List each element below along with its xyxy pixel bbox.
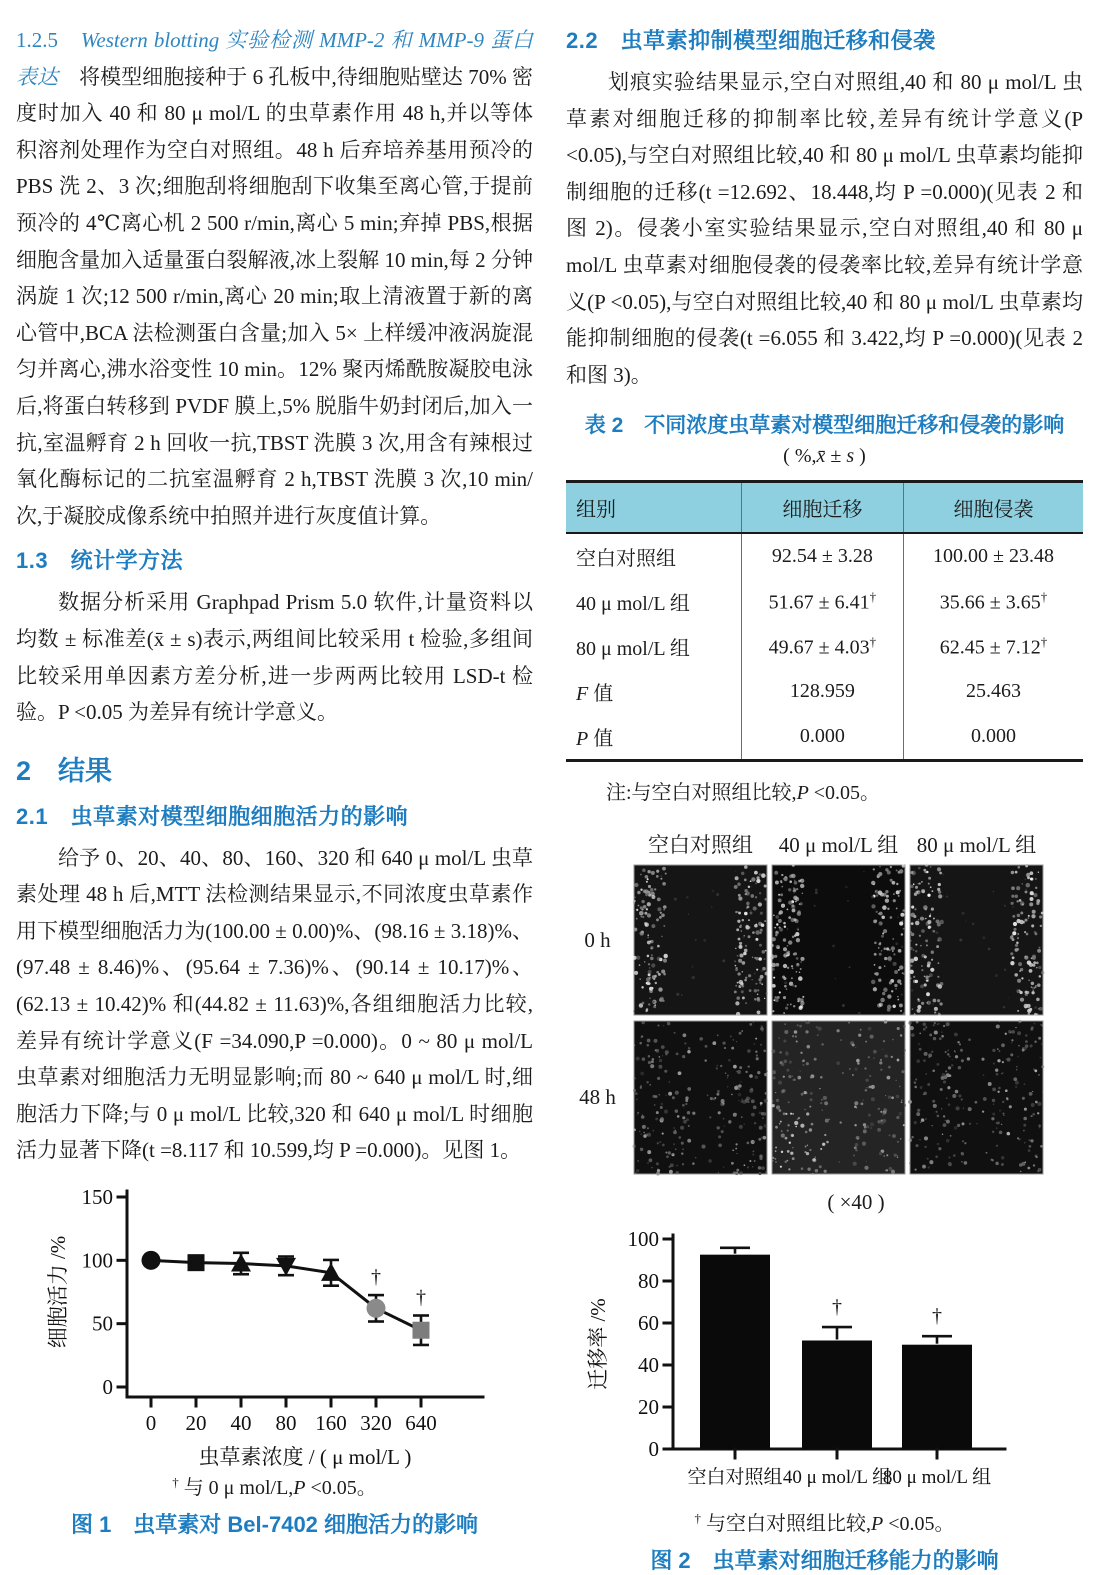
table-2 bbox=[566, 480, 1083, 762]
svg-text:0: 0 bbox=[145, 1411, 156, 1436]
table-cell: 100.00 ± 23.48 bbox=[903, 533, 1083, 579]
wound-assay-panel bbox=[910, 1021, 1043, 1174]
table-cell: 62.45 ± 7.12† bbox=[903, 624, 1083, 669]
table-cell: F 值 bbox=[576, 683, 614, 706]
table-cell: P 值 bbox=[576, 728, 614, 751]
assay-column-label: 空白对照组 bbox=[648, 833, 753, 858]
section-1-2-5-body: 将模型细胞接种于 6 孔板中,待细胞贴壁达 70% 密度时加入 40 和 80 μ mol/L 的虫草素作用 48 h,并以等体积溶剂处理作为空白对照组。48 h 后弃培养基用预冷的 PBS 洗 2、3 次;细胞刮将细胞刮下收集至离心管,于提前预冷的 4℃离心机 2 500 r/min,离心 5 min;弃掉 PBS,根据细胞含量加入适量蛋白裂解液,冰上裂解 10 min,每 2 分钟涡旋 1 次;12 500 r/min,离心 20 min;取上清液置于新的离心管中,BCA 法检测蛋白含量;加入 5× 上样缓冲液涡旋混匀并离心,沸水浴变性 10 min。12% 聚丙烯酰胺凝胶电泳后,将蛋白转移到 PVDF 膜上,5% 脱脂牛奶封闭后,加入一抗,室温孵育 2 h 回收一抗,TBST 洗膜 3 次,用含有辣根过氧化酶标记的二抗室温孵育 2 h,TBST 洗膜 3 次,10 min/ 次,于凝胶成像系统中拍照并进行灰度值计算。 bbox=[16, 64, 533, 528]
table-cell: 128.959 bbox=[741, 669, 903, 714]
section-1-3-heading: 1.3 统计学方法 bbox=[16, 548, 184, 574]
wound-assay-panel bbox=[772, 1021, 905, 1174]
table-2-title: 表 2 不同浓度虫草素对模型细胞迁移和侵袭的影响 bbox=[584, 414, 1065, 438]
svg-text:细胞活力 /%: 细胞活力 /% bbox=[45, 1235, 70, 1349]
assay-row-label: 48 h bbox=[579, 1085, 616, 1110]
svg-text:迁移率 /%: 迁移率 /% bbox=[585, 1298, 610, 1391]
svg-text:†: † bbox=[831, 1296, 842, 1319]
table-cell: 49.67 ± 4.03† bbox=[741, 624, 903, 669]
svg-text:80: 80 bbox=[275, 1411, 296, 1436]
microscopy-image bbox=[910, 1021, 1043, 1174]
svg-text:20: 20 bbox=[637, 1395, 659, 1420]
figure-1-note: † 与 0 μ mol/L,P <0.05。 bbox=[172, 1474, 377, 1500]
table-row bbox=[566, 714, 1083, 761]
svg-text:60: 60 bbox=[637, 1311, 659, 1336]
paragraph-western-blotting bbox=[16, 22, 533, 534]
section-2-2-body: 划痕实验结果显示,空白对照组,40 和 80 μ mol/L 虫草素对细胞迁移的抑制率比较,差异有统计学意义(P <0.05),与空白对照组比较,40 和 80 μ mol/L 虫草素均能抑制细胞的迁移(t =12.692、18.448,均 P =0.000)(见表 2 和图 2)。侵袭小室实验结果显示,空白对照组,40 和 80 μ mol/L 虫草素对细胞侵袭的侵袭率比较,差异有统计学意义(P <0.05),与空白对照组比较,40 和 80 μ mol/L 虫草素均能抑制细胞的侵袭(t =6.055 和 3.422,均 P =0.000)(见表 2 和图 3)。 bbox=[566, 70, 1083, 387]
microscopy-image bbox=[634, 865, 767, 1015]
wound-assay-grid bbox=[566, 829, 1083, 1174]
table-row bbox=[566, 669, 1083, 714]
table-2-column-header: 细胞迁移 bbox=[741, 482, 903, 534]
svg-text:80: 80 bbox=[637, 1269, 659, 1294]
wound-assay-panel bbox=[634, 865, 767, 1015]
svg-text:320: 320 bbox=[359, 1411, 392, 1436]
svg-text:0: 0 bbox=[102, 1375, 113, 1400]
table-2-column-header: 组别 bbox=[566, 482, 741, 534]
table-cell: 40 μ mol/L 组 bbox=[576, 593, 690, 616]
section-2-1-heading: 2.1 虫草素对模型细胞细胞活力的影响 bbox=[16, 803, 409, 829]
magnification-label: ( ×40 ) bbox=[827, 1190, 885, 1215]
table-row bbox=[566, 579, 1083, 624]
figure-1-caption: 图 1 虫草素对 Bel-7402 细胞活力的影响 bbox=[70, 1512, 479, 1538]
figure-2-note: † 与空白对照组比较,P <0.05。 bbox=[694, 1510, 955, 1536]
figure-1 bbox=[16, 1169, 533, 1539]
svg-text:100: 100 bbox=[627, 1227, 659, 1252]
section-1-2-5-title: Western blotting 实验检测 MMP-2 和 MMP-9 蛋白表达 bbox=[16, 28, 533, 89]
assay-column-label: 80 μ mol/L 组 bbox=[916, 833, 1037, 858]
svg-text:20: 20 bbox=[185, 1411, 206, 1436]
svg-text:空白对照组: 空白对照组 bbox=[686, 1467, 783, 1489]
table-row bbox=[566, 624, 1083, 669]
figure-2-caption: 图 2 虫草素对细胞迁移能力的影响 bbox=[650, 1548, 999, 1574]
table-cell: 0.000 bbox=[903, 714, 1083, 761]
svg-text:160: 160 bbox=[314, 1411, 347, 1436]
table-cell: 0.000 bbox=[741, 714, 903, 761]
svg-text:150: 150 bbox=[81, 1185, 113, 1210]
microscopy-image bbox=[634, 1021, 767, 1174]
table-2-header-row bbox=[566, 482, 1083, 534]
table-cell: 51.67 ± 6.41† bbox=[741, 579, 903, 624]
svg-text:40 μ mol/L 组: 40 μ mol/L 组 bbox=[782, 1467, 891, 1489]
table-cell: 92.54 ± 3.28 bbox=[741, 533, 903, 579]
svg-text:640: 640 bbox=[404, 1411, 437, 1436]
wound-assay-panel bbox=[772, 865, 905, 1015]
section-2-heading: 2 结果 bbox=[16, 755, 113, 786]
svg-text:50: 50 bbox=[91, 1311, 113, 1336]
figure-2 bbox=[566, 1221, 1083, 1575]
figure-2-bar-chart bbox=[569, 1221, 1081, 1507]
svg-text:†: † bbox=[415, 1286, 426, 1309]
svg-text:40: 40 bbox=[637, 1353, 659, 1378]
table-row bbox=[566, 533, 1083, 579]
table-cell: 35.66 ± 3.65† bbox=[903, 579, 1083, 624]
left-column bbox=[16, 22, 533, 1539]
right-column bbox=[566, 22, 1083, 1575]
microscopy-image bbox=[910, 865, 1043, 1015]
table-2-column-header: 细胞侵袭 bbox=[903, 482, 1083, 534]
svg-text:虫草素浓度 / ( μ mol/L ): 虫草素浓度 / ( μ mol/L ) bbox=[198, 1445, 411, 1470]
svg-text:100: 100 bbox=[81, 1248, 113, 1273]
table-cell: 25.463 bbox=[903, 669, 1083, 714]
svg-text:†: † bbox=[931, 1305, 942, 1328]
section-2-2-heading: 2.2 虫草素抑制模型细胞迁移和侵袭 bbox=[566, 28, 936, 53]
table-cell: 80 μ mol/L 组 bbox=[576, 638, 690, 661]
assay-column-label: 40 μ mol/L 组 bbox=[778, 833, 899, 858]
table-cell: 空白对照组 bbox=[576, 548, 676, 571]
section-1-3-body: 数据分析采用 Graphpad Prism 5.0 软件,计量资料以均数 ± 标准差(x̄ ± s)表示,两组间比较采用 t 检验,多组间比较采用单因素方差分析,进一步两两比较用 LSD-t 检验。P <0.05 为差异有统计学意义。 bbox=[16, 590, 533, 725]
svg-text:80 μ mol/L 组: 80 μ mol/L 组 bbox=[882, 1467, 991, 1489]
wound-healing-assay-figure bbox=[566, 829, 1083, 1215]
assay-row-label: 0 h bbox=[584, 927, 611, 952]
table-2-note: 注:与空白对照组比较,P <0.05。 bbox=[606, 782, 881, 805]
svg-text:40: 40 bbox=[230, 1411, 251, 1436]
wound-assay-panel bbox=[910, 865, 1043, 1015]
microscopy-image bbox=[772, 865, 905, 1015]
svg-text:†: † bbox=[370, 1266, 381, 1289]
section-number: 1.2.5 bbox=[16, 28, 58, 52]
microscopy-image bbox=[772, 1021, 905, 1174]
section-2-1-body: 给予 0、20、40、80、160、320 和 640 μ mol/L 虫草素处理 48 h 后,MTT 法检测结果显示,不同浓度虫草素作用下模型细胞活力为(100.00 ± 0.00)%、(98.16 ± 3.18)%、(97.48 ± 8.46)%、(95.64 ± 7.36)%、(90.14 ± 10.17)%、(62.13 ± 10.42)% 和(44.82 ± 11.63)%,各组细胞活力比较,差异有统计学意义(F =34.090,P =0.000)。0 ~ 80 μ mol/L 虫草素对细胞活力无明显影响;而 80 ~ 640 μ mol/L 时,细胞活力下降;与 0 μ mol/L 比较,320 和 640 μ mol/L 时细胞活力显著下降(t =8.117 和 10.599,均 P =0.000)。见图 1。 bbox=[16, 845, 533, 1163]
wound-assay-panel bbox=[634, 1021, 767, 1174]
figure-1-line-chart bbox=[35, 1169, 515, 1471]
table-2-subtitle: ( %,x̄ ± s ) bbox=[783, 445, 866, 468]
svg-text:0: 0 bbox=[648, 1437, 659, 1462]
